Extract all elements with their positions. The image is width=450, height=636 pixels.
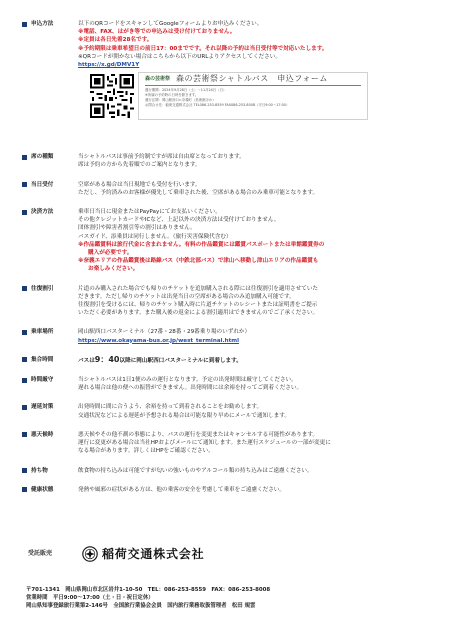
body-line: その他クレジットカードやICなど、上記以外の決済方法は受付けておりません。 (78, 217, 280, 224)
body-line: ※QRコードが開かない場合はこちらから以下のURLよりアクセスしてください。 (78, 53, 281, 60)
section-label: 健康状態 (31, 486, 54, 493)
form-text: 運行期間：2024年9月28日（土）〜11月24日（日） ※所属の予約時の日時を除きます。 運行区間：岡山駅西口⇔奈義町（美術館ほか） お問合せ先：稲荷交通株式会社 TEL086-253-8559 FAX086-253-8008（平日9:00〜17:00） (145, 87, 290, 107)
alert-line: ※作品鑑賞料は旅行代金に含まれません。有料の作品鑑賞には鑑賞パスポートまたは単館鑑賞券の (78, 241, 325, 248)
company-name: 稲荷交通株式会社 (102, 546, 205, 561)
terminal-url-link[interactable]: https://www.okayama-bus.or.jp/west_terminal.html (78, 337, 240, 344)
body-line: 往復割引を受けるには、帰りのチケット購入時に片道チケットのレシートまたは証明書をご提示 (78, 302, 318, 309)
seller-block (22, 546, 428, 562)
alert-line: お楽しみください。 (88, 266, 139, 273)
section-health (22, 486, 424, 494)
section-label: 決済方法 (31, 209, 54, 216)
section-label: 集合時間 (31, 356, 54, 363)
section-label: 持ち物 (31, 467, 48, 474)
body-line: 遅れる場合は他の便への振替ができません。出発時間には余裕を持ってご到着ください。 (78, 385, 303, 392)
body-line: 出発時間に間に合うよう、余裕を持って到着されることをお勧めします。 (78, 404, 263, 411)
body-line: なる場合があります。詳しくはHPをご確認ください。 (78, 448, 214, 455)
section-same-day (22, 181, 424, 197)
body-line: 交通状況などによる遅延が予想される場合は可能な限り早めにメールで通知します。 (78, 412, 291, 419)
section-label: 往復割引 (31, 285, 54, 292)
body-line: 片道のみ購入された場合でも帰りのチケットを追加購入される際には往復割引を適用させていた (78, 285, 319, 292)
section-boarding (22, 328, 424, 344)
section-weather (22, 431, 424, 456)
square-bullet-icon (22, 357, 27, 362)
square-bullet-icon (22, 432, 27, 437)
body-line: 当シャトルバスは1日1便のみの運行となります。予定の出発時間は厳守してください。 (78, 377, 297, 384)
square-bullet-icon (22, 378, 27, 383)
body-line: ただし、予約済みのお客様が優先して乗車された後、空席がある場合のみ乗車可能となります。 (78, 189, 319, 196)
body-line: 空席がある場合は当日現地でも受付を行います。 (78, 181, 201, 188)
section-label: 遅延対策 (31, 404, 54, 411)
form-title: 森の芸術祭シャトルバス 申込フォーム (176, 74, 328, 84)
square-bullet-icon (22, 487, 27, 492)
section-label: 申込方法 (31, 21, 54, 27)
section-payment (22, 208, 424, 274)
body-line: 席は予約の方から先着順でのご案内となります。 (78, 162, 201, 169)
section-label: 悪天候時 (31, 431, 54, 438)
alert-line: ※奈義エリアの作品鑑賞後は路線バス（中鉄北部バス）で津山へ移動し津山エリアの作品鑑賞も (78, 258, 319, 265)
alert-line: 購入が必要です。 (88, 250, 133, 257)
section-belongings (22, 467, 424, 475)
section-label: 席の種類 (31, 154, 54, 161)
square-bullet-icon (22, 330, 27, 335)
section-departure (22, 376, 424, 392)
section-label: 時間厳守 (31, 377, 54, 384)
form-preview-image (138, 72, 368, 120)
square-bullet-icon (22, 405, 27, 410)
body-line: 団体割引や障害者割引等の割引はありません。 (78, 225, 196, 232)
body-line: 運行に変更がある場合は当社HPおよびメールにて通知します。また運行スケジュールの一部が変更に (78, 440, 331, 447)
arrival-time: 9：40 (94, 354, 120, 364)
section-label: 当日受付 (31, 181, 54, 188)
body-line: 岡山駅西口バスターミナル（27番・28番・29番乗り場のいずれか） (78, 329, 251, 336)
section-seat-type (22, 153, 424, 169)
alert-line: ※定員は各日先着28名です。 (78, 37, 153, 44)
body-line: 悪天候やその他不測の事態により、バスの運行を変更またはキャンセルする可能性があります。 (78, 431, 319, 438)
footer (22, 546, 428, 609)
square-bullet-icon (22, 22, 27, 27)
section-delay (22, 403, 424, 419)
body-line: バスガイド、添乗員は同行しません。（旅行災害保険代含む） (78, 233, 232, 240)
form-logo: 森の芸術祭 (145, 76, 171, 83)
square-bullet-icon (22, 155, 27, 160)
qr-block (78, 72, 424, 124)
form-url-link[interactable]: https://x.gd/DMV1Y (78, 62, 140, 69)
company-logo-icon (82, 546, 98, 562)
body-line: 当シャトルバスは事前予約制ですが席は自由席となっております。 (78, 154, 245, 161)
qr-code-icon[interactable] (90, 74, 134, 118)
alert-line: ※電話、FAX、はがき等での申込みは受け付けておりません。 (78, 29, 236, 36)
section-time (22, 356, 424, 365)
body-line: だきます。ただし帰りのチケットは出発当日の空席がある場合のみ追加購入可能です。 (78, 293, 295, 300)
time-prefix: バスは (78, 357, 95, 364)
section-round-trip (22, 285, 424, 318)
section-label: 乗車場所 (31, 329, 54, 336)
square-bullet-icon (22, 182, 27, 187)
square-bullet-icon (22, 286, 27, 291)
body-line: 発熱や風邪の症状がある方は、他の乗客の安全を考慮して乗車をご遠慮ください。 (78, 486, 285, 493)
alert-line: ※予約期限は乗車希望日の前日17：00までです。それ以降の予約は当日受付等で対応いたします。 (78, 45, 328, 52)
body-line: いただく必要があります。また購入後の返金による割引適用はできませんのでご了承ください。 (78, 310, 319, 317)
body-line: 乗車日当日に現金またはPayPayにてお支払いください。 (78, 209, 221, 216)
square-bullet-icon (22, 468, 27, 473)
section-application (22, 20, 424, 124)
seller-label: 受託販売 (28, 549, 53, 557)
body-line: 飲食物の持ち込みは可能ですが匂いの強いものやアルコール類の持ち込みはご遠慮ください。 (78, 467, 313, 474)
square-bullet-icon (22, 210, 27, 215)
company-address: 〒701-1341 岡山県岡山市北区岩井1-10-50 TEL：086-253-8559 FAX：086-253-8008 営業時間 平日9:00〜17:00（土・日・祝日定休） 岡山県知事登録旅行業第2-146号 全国旅行業協会会員 国内旅行業務取扱管理者 松田 規雲 (26, 587, 271, 609)
body-line: 以下のQRコードをスキャンしてGoogleフォームよりお申込みください。 (78, 21, 263, 27)
time-suffix: 以降に岡山駅西口バスターミナルに到着します。 (119, 357, 242, 364)
